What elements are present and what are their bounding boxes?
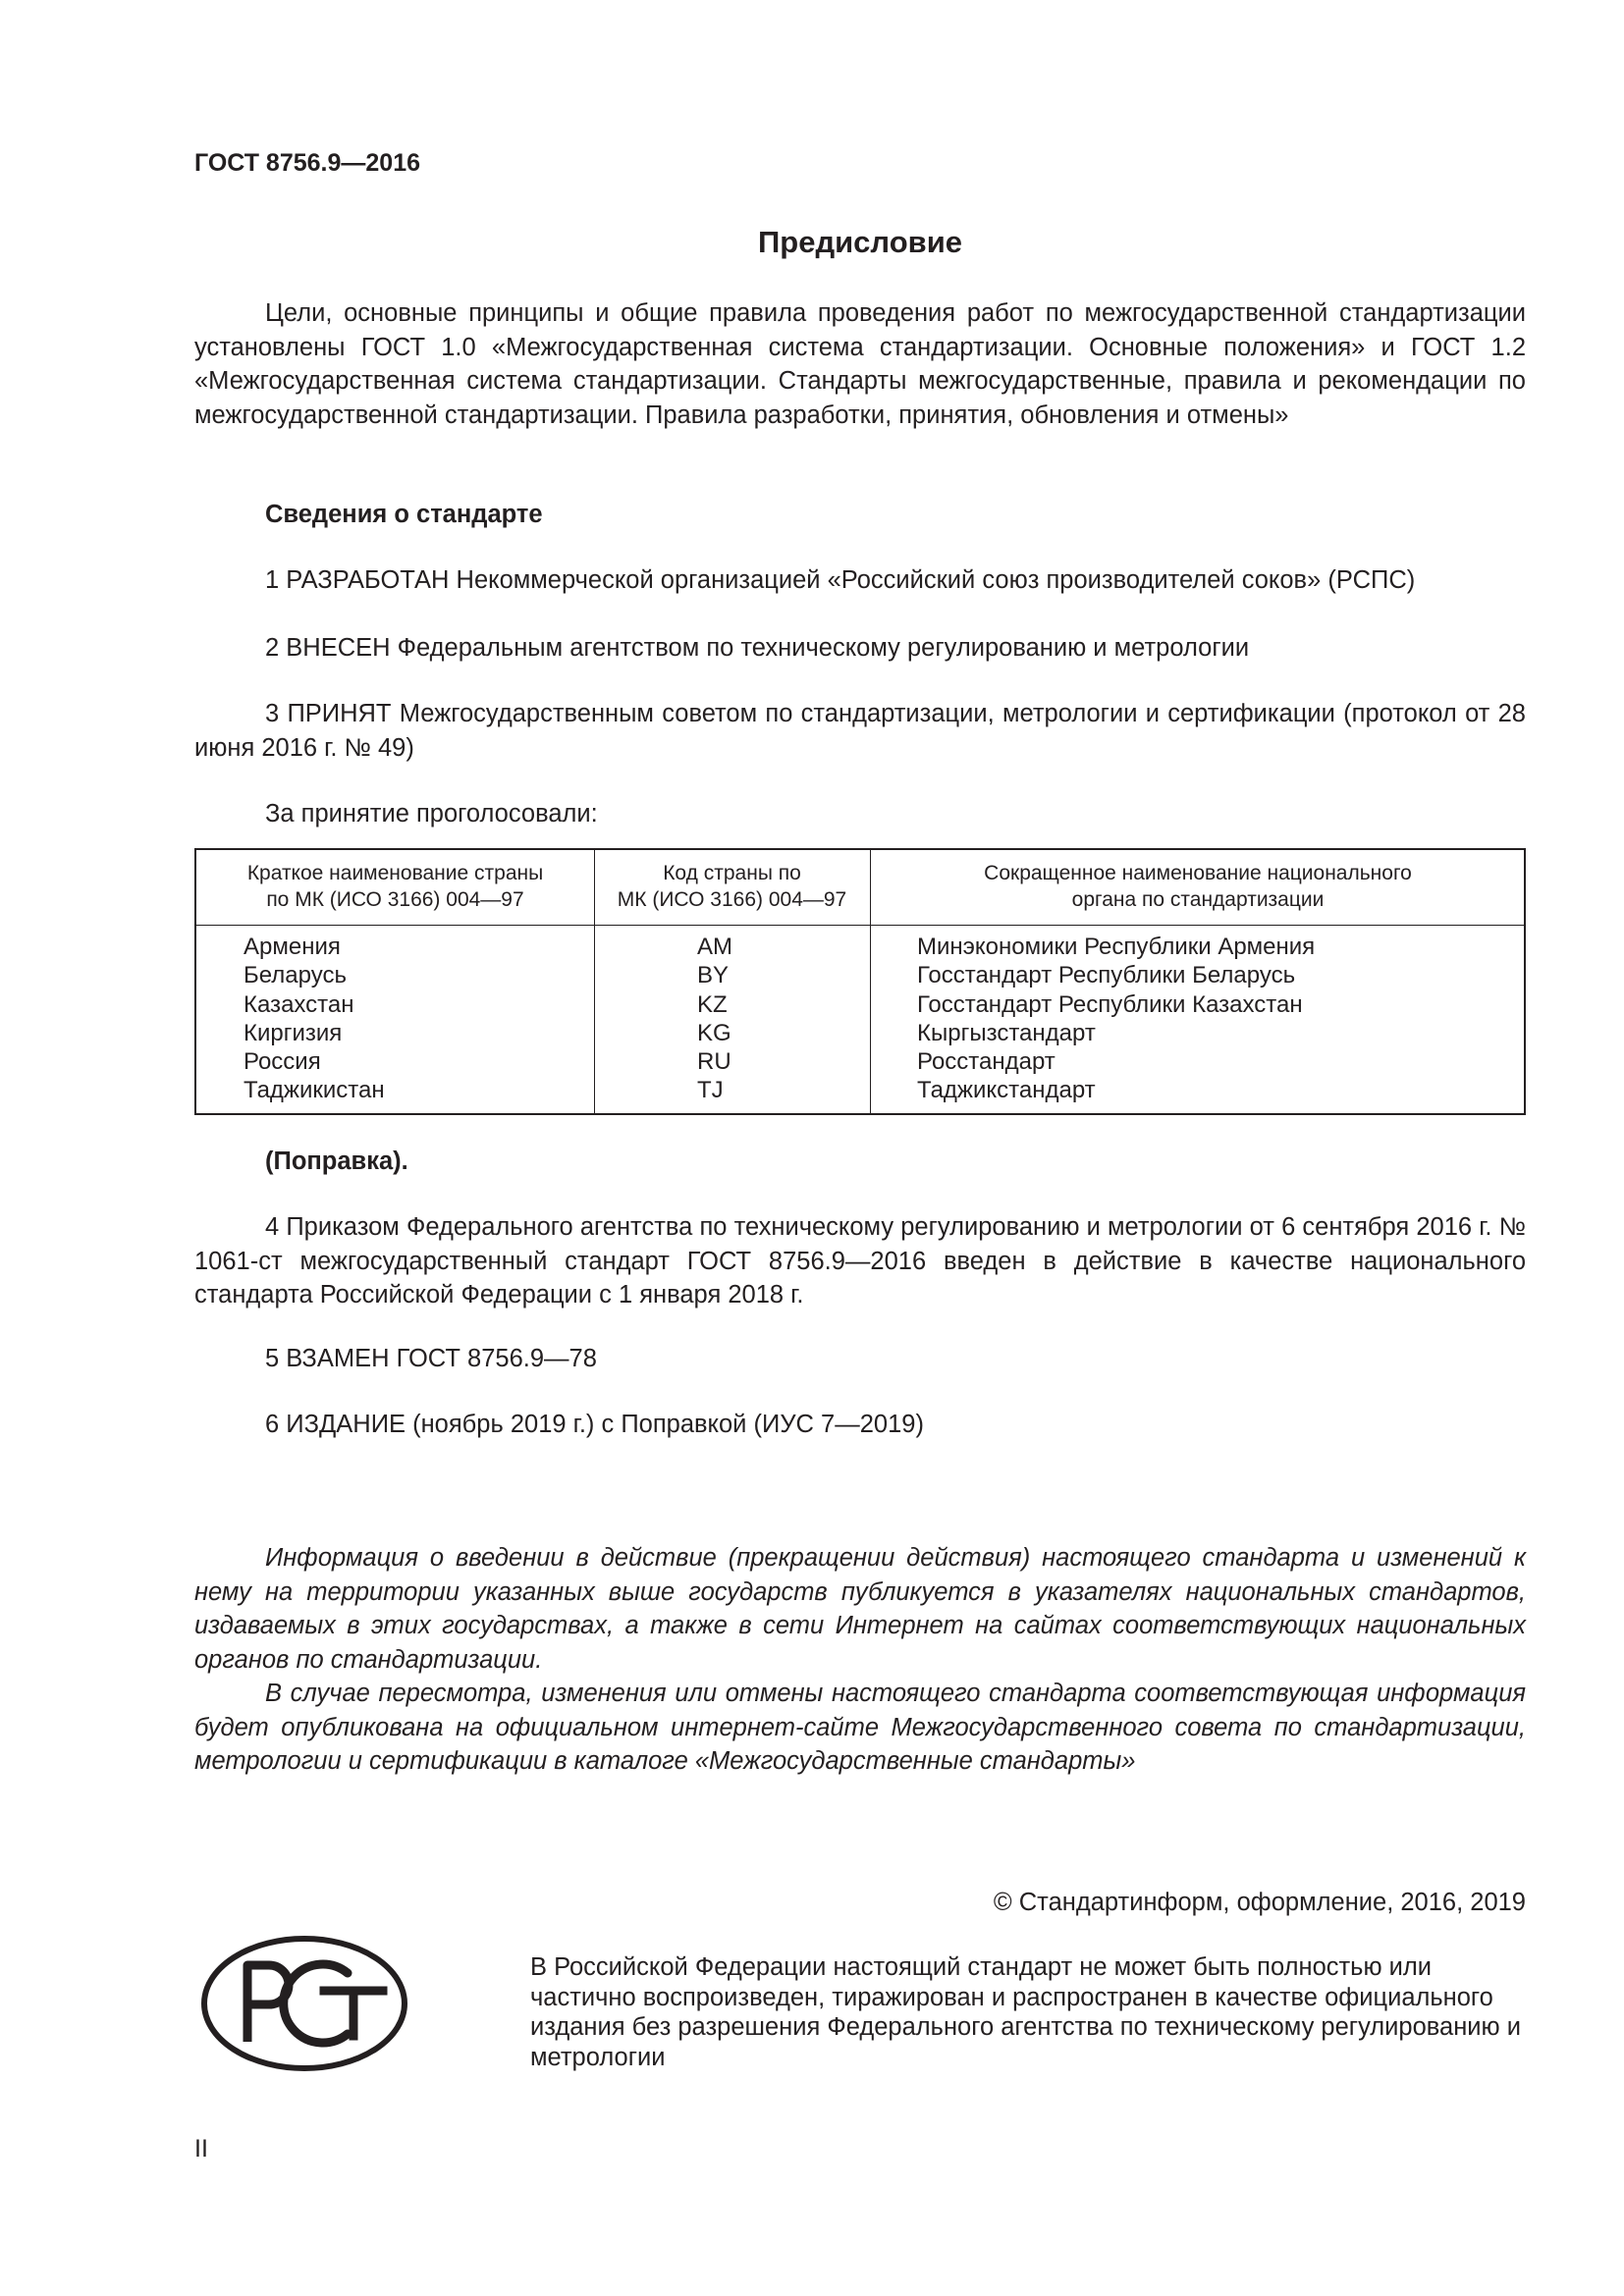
item-replaces: 5 ВЗАМЕН ГОСТ 8756.9—78 xyxy=(265,1345,597,1372)
item-enacted: 4 Приказом Федерального агентства по техническому регулированию и метрологии от 6 сентября 2016 г. № 1061-ст межгосударственный стандарт ГОСТ 8756.9—2016 введен в действие в качестве национального стандарта Российской Федерации с 1 января 2018 г. xyxy=(194,1213,1526,1308)
rights-notice: В Российской Федерации настоящий стандарт не может быть полностью или частично воспроизведен, тиражирован и распространен в качестве официального издания без разрешения Федерального агентства по техническому регулированию и метрологии xyxy=(530,1953,1521,2071)
copyright-line: © Стандартинформ, оформление, 2016, 2019 xyxy=(993,1889,1526,1916)
notice-paragraph-1: Информация о введении в действие (прекращении действия) настоящего стандарта и изменений к нему на территории указанных выше государств публикуется в указателях национальных стандартов, издаваемых в этих государствах, а также в сети Интернет на сайтах соответствующих национальных органов по стандартизации. xyxy=(194,1544,1526,1674)
table-cell: Беларусь xyxy=(244,962,347,989)
table-cell: RU xyxy=(697,1048,731,1076)
table-cell: Госстандарт Республики Казахстан xyxy=(917,990,1303,1018)
info-heading: Сведения о стандарте xyxy=(265,501,543,528)
table-header-country: Краткое наименование страны по МК (ИСО 3166) 004—97 xyxy=(246,862,544,911)
table-cell: Росстандарт xyxy=(917,1048,1056,1076)
table-cell: KG xyxy=(697,1019,731,1046)
table-column-code xyxy=(697,933,732,1105)
table-cell: BY xyxy=(697,962,730,989)
document-code: ГОСТ 8756.9—2016 xyxy=(194,149,421,177)
table-column-body xyxy=(917,933,1315,1105)
voting-table xyxy=(194,848,1526,1115)
table-cell: Госстандарт Республики Беларусь xyxy=(917,962,1296,989)
table-cell: TJ xyxy=(697,1077,724,1104)
table-cell: Россия xyxy=(244,1048,321,1076)
item-introduced: 2 ВНЕСЕН Федеральным агентством по техническому регулированию и метрологии xyxy=(265,634,1250,662)
item-edition: 6 ИЗДАНИЕ (ноябрь 2019 г.) с Поправкой (ИУС 7—2019) xyxy=(265,1411,924,1438)
page-number: II xyxy=(194,2135,208,2163)
page-title: Предисловие xyxy=(757,225,962,259)
table-cell: Казахстан xyxy=(244,990,354,1018)
table-header-divider xyxy=(196,925,1524,926)
table-header-body: Сокращенное наименование национального органа по стандартизации xyxy=(984,862,1412,911)
intro-paragraph: Цели, основные принципы и общие правила проведения работ по межгосударственной стандартизации установлены ГОСТ 1.0 «Межгосударственная система стандартизации. Основные положения» и ГОСТ 1.2 «Межгосударственная система стандартизации. Стандарты межгосударственные, правила и рекомендации по межгосударственной стандартизации. Правила разработки, принятия, обновления и отмены» xyxy=(194,299,1526,429)
table-cell: Таджикстандарт xyxy=(917,1077,1096,1104)
table-cell: Минэкономики Республики Армения xyxy=(917,934,1316,960)
document-page xyxy=(194,0,1526,2296)
table-header-code: Код страны по МК (ИСО 3166) 004—97 xyxy=(617,862,847,911)
rst-certification-mark-icon xyxy=(200,1934,408,2073)
notice-paragraph-2: В случае пересмотра, изменения или отмены настоящего стандарта соответствующая информация будет опубликована на официальном интернет-сайте Межгосударственного совета по стандартизации, метрологии и сертификации в каталоге «Межгосударственные стандарты» xyxy=(194,1680,1526,1775)
item-adopted: 3 ПРИНЯТ Межгосударственным советом по стандартизации, метрологии и сертификации (протокол от 28 июня 2016 г. № 49) xyxy=(194,700,1526,762)
table-cell: Киргизия xyxy=(244,1019,343,1046)
amendment-note: (Поправка). xyxy=(265,1148,408,1175)
table-cell: Армения xyxy=(244,934,341,960)
item-developed: 1 РАЗРАБОТАН Некоммерческой организацией «Российский союз производителей соков» (РСПС) xyxy=(265,566,1416,594)
table-cell: Таджикистан xyxy=(244,1077,385,1104)
table-cell: KZ xyxy=(697,990,728,1018)
table-column-country xyxy=(244,933,385,1105)
table-cell: Кыргызстандарт xyxy=(917,1019,1096,1046)
voted-label: За принятие проголосовали: xyxy=(265,800,598,828)
table-cell: AM xyxy=(697,934,732,960)
